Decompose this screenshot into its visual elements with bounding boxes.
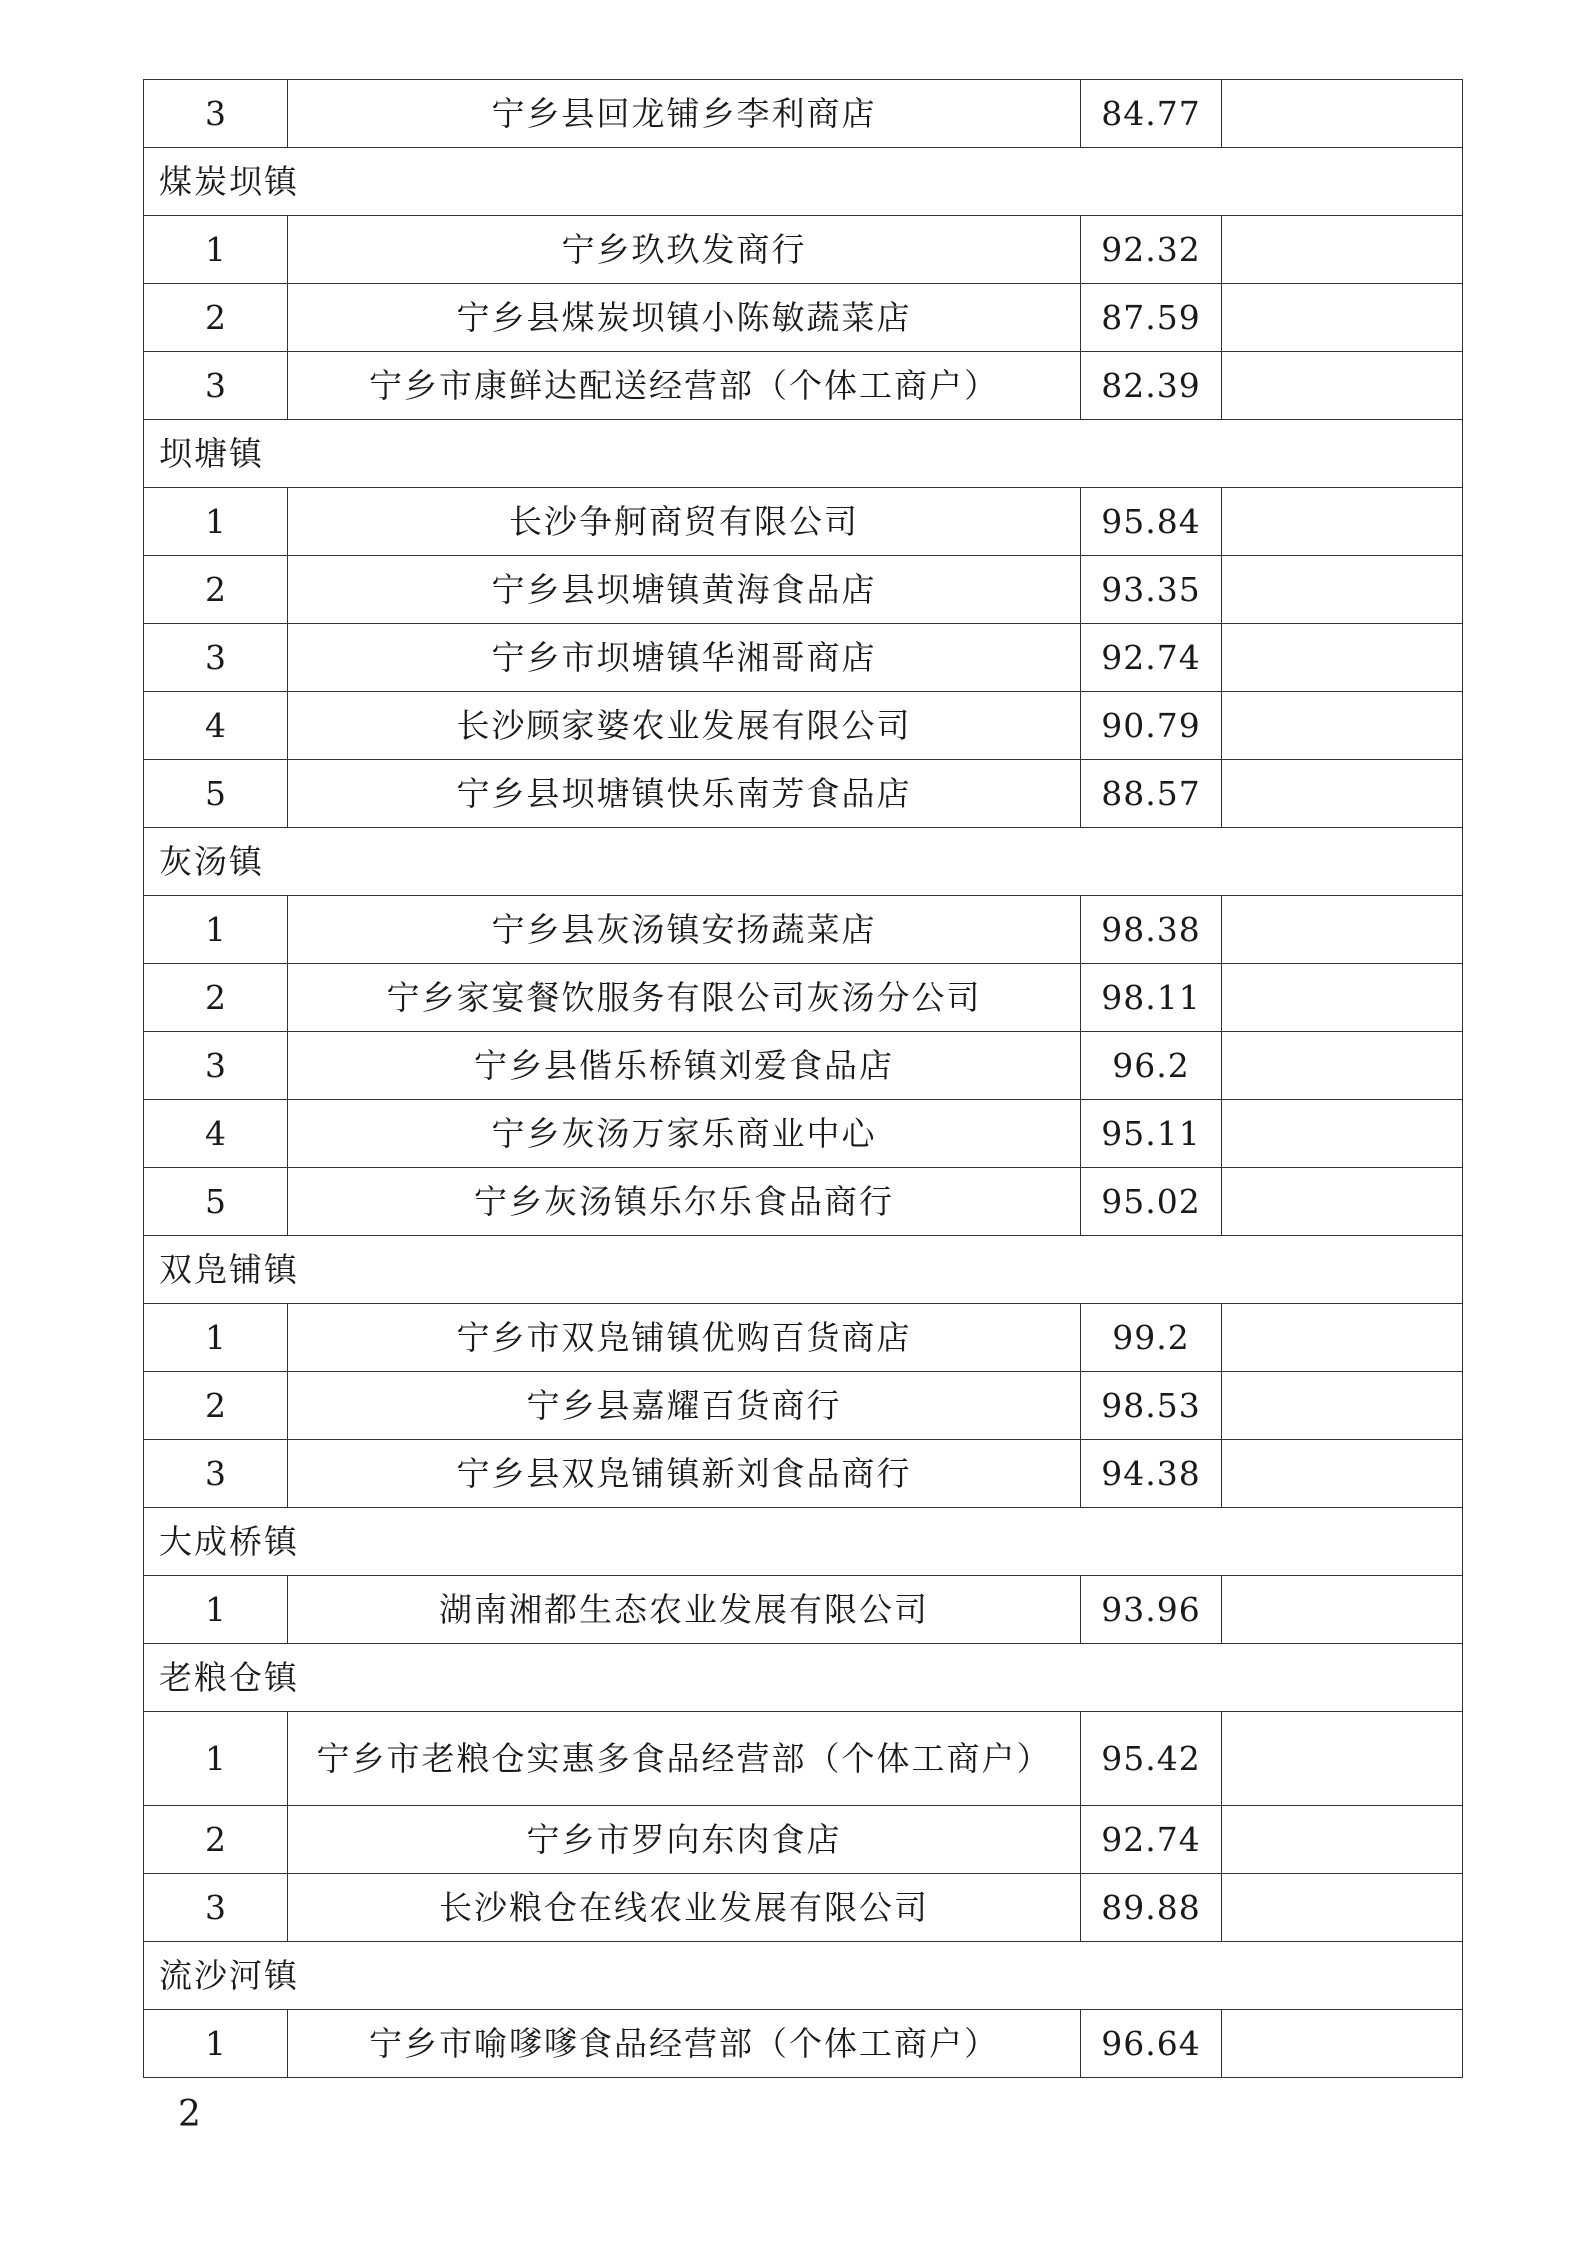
business-name-cell: 长沙争舸商贸有限公司 xyxy=(288,488,1081,556)
town-section-header xyxy=(144,1508,1463,1576)
table-row xyxy=(144,216,1463,284)
remark-cell xyxy=(1222,556,1463,624)
business-name-cell: 宁乡灰汤镇乐尔乐食品商行 xyxy=(288,1168,1081,1236)
remark-cell xyxy=(1222,1806,1463,1874)
town-name: 灰汤镇 xyxy=(144,828,1463,896)
town-section-header xyxy=(144,1942,1463,2010)
table-row xyxy=(144,624,1463,692)
business-name-cell: 宁乡县偕乐桥镇刘爱食品店 xyxy=(288,1032,1081,1100)
table-row xyxy=(144,1100,1463,1168)
rank-cell: 3 xyxy=(144,352,288,420)
rank-cell: 2 xyxy=(144,556,288,624)
score-cell: 95.02 xyxy=(1081,1168,1222,1236)
business-name-cell: 宁乡市康鲜达配送经营部（个体工商户） xyxy=(288,352,1081,420)
business-name-cell: 宁乡市喻嗲嗲食品经营部（个体工商户） xyxy=(288,2010,1081,2078)
score-cell: 92.74 xyxy=(1081,1806,1222,1874)
remark-cell xyxy=(1222,80,1463,148)
remark-cell xyxy=(1222,760,1463,828)
business-name-cell: 宁乡县回龙铺乡李利商店 xyxy=(288,80,1081,148)
ranking-table-body xyxy=(144,80,1463,2078)
rank-cell: 3 xyxy=(144,1440,288,1508)
ranking-table xyxy=(143,79,1463,2078)
town-name: 坝塘镇 xyxy=(144,420,1463,488)
score-cell: 95.11 xyxy=(1081,1100,1222,1168)
business-name-cell: 宁乡县双凫铺镇新刘食品商行 xyxy=(288,1440,1081,1508)
score-cell: 96.64 xyxy=(1081,2010,1222,2078)
score-cell: 93.35 xyxy=(1081,556,1222,624)
table-row xyxy=(144,352,1463,420)
score-cell: 99.2 xyxy=(1081,1304,1222,1372)
rank-cell: 1 xyxy=(144,216,288,284)
remark-cell xyxy=(1222,216,1463,284)
business-name-cell: 宁乡县煤炭坝镇小陈敏蔬菜店 xyxy=(288,284,1081,352)
remark-cell xyxy=(1222,624,1463,692)
town-name: 老粮仓镇 xyxy=(144,1644,1463,1712)
business-name-cell: 宁乡家宴餐饮服务有限公司灰汤分公司 xyxy=(288,964,1081,1032)
town-name: 流沙河镇 xyxy=(144,1942,1463,2010)
business-name-cell: 宁乡市坝塘镇华湘哥商店 xyxy=(288,624,1081,692)
town-name: 双凫铺镇 xyxy=(144,1236,1463,1304)
business-name-cell: 宁乡市罗向东肉食店 xyxy=(288,1806,1081,1874)
remark-cell xyxy=(1222,1304,1463,1372)
table-row xyxy=(144,1440,1463,1508)
business-name-cell: 宁乡市老粮仓实惠多食品经营部（个体工商户） xyxy=(288,1712,1081,1806)
table-row xyxy=(144,1576,1463,1644)
remark-cell xyxy=(1222,488,1463,556)
business-name-cell: 宁乡县坝塘镇黄海食品店 xyxy=(288,556,1081,624)
score-cell: 98.53 xyxy=(1081,1372,1222,1440)
remark-cell xyxy=(1222,284,1463,352)
table-row xyxy=(144,692,1463,760)
score-cell: 89.88 xyxy=(1081,1874,1222,1942)
page-number: 2 xyxy=(178,2094,201,2135)
rank-cell: 2 xyxy=(144,1372,288,1440)
score-cell: 96.2 xyxy=(1081,1032,1222,1100)
score-cell: 93.96 xyxy=(1081,1576,1222,1644)
score-cell: 82.39 xyxy=(1081,352,1222,420)
rank-cell: 3 xyxy=(144,80,288,148)
table-row xyxy=(144,1168,1463,1236)
remark-cell xyxy=(1222,352,1463,420)
score-cell: 90.79 xyxy=(1081,692,1222,760)
remark-cell xyxy=(1222,1372,1463,1440)
table-row xyxy=(144,80,1463,148)
business-name-cell: 长沙粮仓在线农业发展有限公司 xyxy=(288,1874,1081,1942)
rank-cell: 1 xyxy=(144,896,288,964)
score-cell: 88.57 xyxy=(1081,760,1222,828)
town-section-header xyxy=(144,148,1463,216)
business-name-cell: 长沙顾家婆农业发展有限公司 xyxy=(288,692,1081,760)
score-cell: 92.74 xyxy=(1081,624,1222,692)
remark-cell xyxy=(1222,964,1463,1032)
business-name-cell: 宁乡县嘉耀百货商行 xyxy=(288,1372,1081,1440)
town-section-header xyxy=(144,420,1463,488)
rank-cell: 1 xyxy=(144,1712,288,1806)
table-row xyxy=(144,1874,1463,1942)
business-name-cell: 宁乡县坝塘镇快乐南芳食品店 xyxy=(288,760,1081,828)
rank-cell: 3 xyxy=(144,624,288,692)
table-row xyxy=(144,896,1463,964)
rank-cell: 2 xyxy=(144,1806,288,1874)
remark-cell xyxy=(1222,1874,1463,1942)
rank-cell: 4 xyxy=(144,692,288,760)
remark-cell xyxy=(1222,896,1463,964)
table-row xyxy=(144,1712,1463,1806)
score-cell: 98.38 xyxy=(1081,896,1222,964)
rank-cell: 1 xyxy=(144,1304,288,1372)
score-cell: 95.84 xyxy=(1081,488,1222,556)
town-section-header xyxy=(144,1644,1463,1712)
business-name-cell: 宁乡玖玖发商行 xyxy=(288,216,1081,284)
rank-cell: 1 xyxy=(144,2010,288,2078)
business-name-cell: 宁乡市双凫铺镇优购百货商店 xyxy=(288,1304,1081,1372)
rank-cell: 2 xyxy=(144,964,288,1032)
rank-cell: 3 xyxy=(144,1874,288,1942)
remark-cell xyxy=(1222,2010,1463,2078)
remark-cell xyxy=(1222,1440,1463,1508)
table-row xyxy=(144,964,1463,1032)
table-row xyxy=(144,1304,1463,1372)
rank-cell: 1 xyxy=(144,488,288,556)
rank-cell: 4 xyxy=(144,1100,288,1168)
remark-cell xyxy=(1222,1712,1463,1806)
score-cell: 94.38 xyxy=(1081,1440,1222,1508)
town-name: 大成桥镇 xyxy=(144,1508,1463,1576)
table-row xyxy=(144,488,1463,556)
remark-cell xyxy=(1222,1576,1463,1644)
town-section-header xyxy=(144,1236,1463,1304)
remark-cell xyxy=(1222,692,1463,760)
remark-cell xyxy=(1222,1100,1463,1168)
table-row xyxy=(144,556,1463,624)
remark-cell xyxy=(1222,1032,1463,1100)
table-row xyxy=(144,2010,1463,2078)
table-row xyxy=(144,1806,1463,1874)
table-row xyxy=(144,760,1463,828)
score-cell: 98.11 xyxy=(1081,964,1222,1032)
score-cell: 95.42 xyxy=(1081,1712,1222,1806)
rank-cell: 2 xyxy=(144,284,288,352)
score-cell: 87.59 xyxy=(1081,284,1222,352)
score-cell: 84.77 xyxy=(1081,80,1222,148)
business-name-cell: 宁乡县灰汤镇安扬蔬菜店 xyxy=(288,896,1081,964)
town-section-header xyxy=(144,828,1463,896)
town-name: 煤炭坝镇 xyxy=(144,148,1463,216)
table-row xyxy=(144,1032,1463,1100)
remark-cell xyxy=(1222,1168,1463,1236)
business-name-cell: 湖南湘都生态农业发展有限公司 xyxy=(288,1576,1081,1644)
rank-cell: 5 xyxy=(144,1168,288,1236)
table-row xyxy=(144,1372,1463,1440)
score-cell: 92.32 xyxy=(1081,216,1222,284)
table-row xyxy=(144,284,1463,352)
rank-cell: 3 xyxy=(144,1032,288,1100)
business-name-cell: 宁乡灰汤万家乐商业中心 xyxy=(288,1100,1081,1168)
rank-cell: 5 xyxy=(144,760,288,828)
rank-cell: 1 xyxy=(144,1576,288,1644)
